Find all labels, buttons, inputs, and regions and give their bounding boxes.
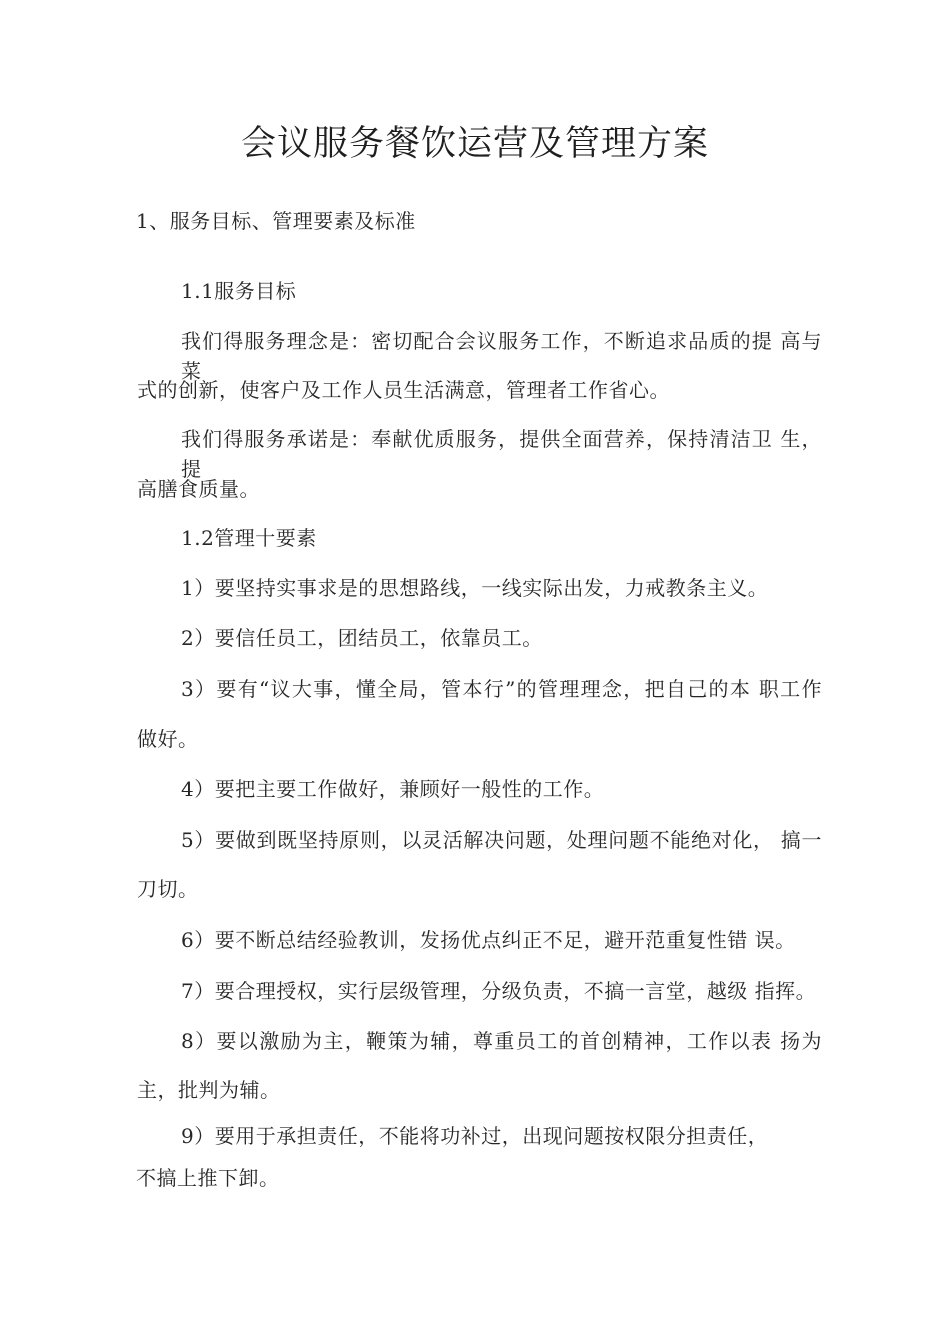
subsection-heading: 1.2管理十要素 (181, 526, 317, 550)
list-item: 6）要不断总结经验教训，发扬优点纠正不足，避开范重复性错 误。 (181, 928, 796, 952)
subsection-heading: 1.1服务目标 (181, 279, 297, 303)
paragraph-line: 高膳食质量。 (137, 477, 260, 501)
list-item: 8）要以激励为主，鞭策为辅，尊重员工的首创精神，工作以表 扬为 (181, 1029, 822, 1053)
document-title: 会议服务餐饮运营及管理方案 (240, 124, 709, 164)
list-item: 5）要做到既坚持原则，以灵活解决问题，处理问题不能绝对化， 搞一 (181, 828, 822, 852)
paragraph-line: 我们得服务承诺是：奉献优质服务，提供全面营养，保持清洁卫 生，提 (181, 427, 822, 481)
list-item-continuation: 做好。 (137, 727, 199, 751)
list-item: 7）要合理授权，实行层级管理，分级负责，不搞一言堂，越级 指挥。 (181, 979, 817, 1003)
section-heading: 1、服务目标、管理要素及标准 (136, 209, 416, 233)
list-item-continuation: 不搞上推下卸。 (136, 1166, 280, 1190)
paragraph-line: 式的创新，使客户及工作人员生活满意，管理者工作省心。 (137, 378, 670, 402)
list-item: 9）要用于承担责任，不能将功补过，出现问题按权限分担责任， (181, 1124, 769, 1148)
paragraph-line: 我们得服务理念是：密切配合会议服务工作，不断追求品质的提 高与菜 (181, 329, 822, 383)
list-item: 4）要把主要工作做好，兼顾好一般性的工作。 (181, 777, 605, 801)
list-item: 3）要有“议大事，懂全局，管本行”的管理理念，把自己的本 职工作 (181, 677, 822, 701)
list-item: 1）要坚持实事求是的思想路线，一线实际出发，力戒教条主义。 (181, 576, 769, 600)
list-item-continuation: 主，批判为辅。 (137, 1078, 281, 1102)
list-item: 2）要信任员工，团结员工，依靠员工。 (181, 626, 543, 650)
list-item-continuation: 刀切。 (137, 877, 199, 901)
